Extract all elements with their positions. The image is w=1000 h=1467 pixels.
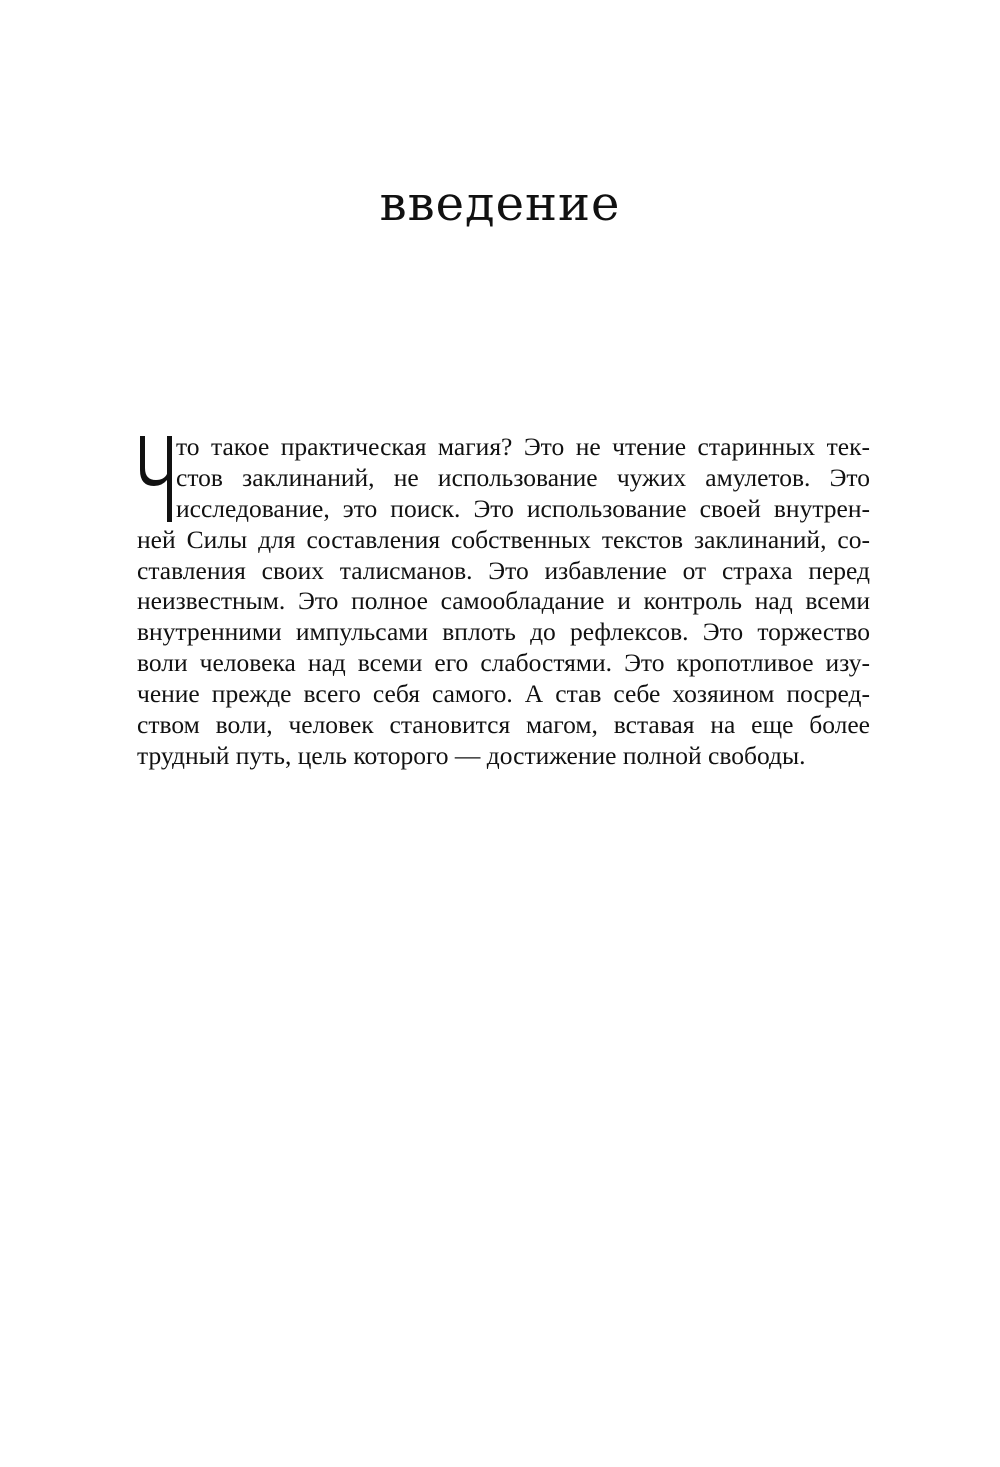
chapter-title: введение (379, 176, 621, 232)
text-line: чение прежде всего себя самого. А став себе хозяином посред- (137, 679, 870, 709)
text-line: внутренними импульсами вплоть до рефлексов. Это торжество (137, 617, 870, 647)
text-line: ством воли, человек становится магом, вставая на еще более (137, 710, 870, 740)
text-line: то такое практическая магия? Это не чтение старинных тек- (176, 432, 870, 461)
text-line: ставления своих талисманов. Это избавление от страха перед (137, 555, 870, 585)
drop-cap-letter (137, 434, 173, 524)
text-line: исследование, это поиск. Это использование своей внутрен- (176, 493, 870, 523)
text-line: неизвестным. Это полное самообладание и контроль над всеми (137, 586, 870, 616)
text-line: ней Силы для составления собственных текстов заклинаний, со- (137, 524, 870, 554)
text-line: стов заклинаний, не использование чужих амулетов. Это (176, 462, 870, 492)
text-line: трудный путь, цель которого — достижение полной свободы. (137, 740, 806, 770)
intro-paragraph (137, 432, 870, 772)
text-line: воли человека над всеми его слабостями. Это кропотливое изу- (137, 648, 870, 678)
